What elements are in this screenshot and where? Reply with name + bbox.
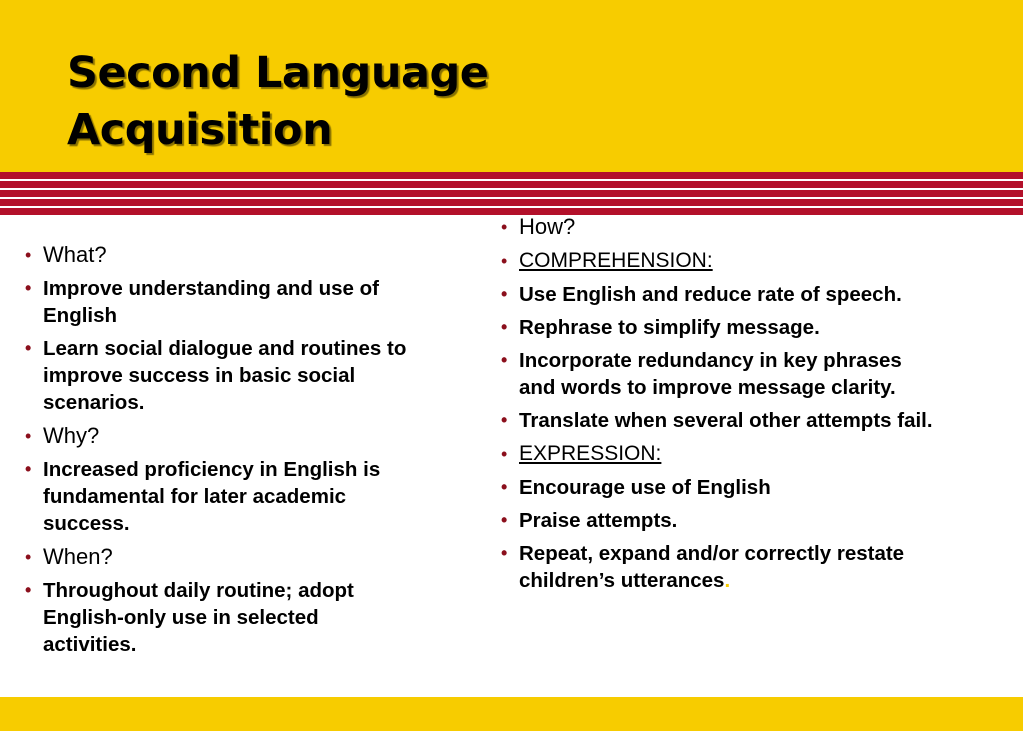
bullet-text: EXPRESSION: (519, 442, 662, 465)
bullet-icon: • (501, 350, 508, 370)
bullet-icon: • (25, 426, 32, 446)
bullet-text: Incorporate redundancy in key phrases and words to improve message clarity. (519, 349, 902, 399)
bullet-item (20, 456, 410, 537)
footer-band (0, 697, 1023, 731)
bullet-text: How? (519, 214, 576, 239)
question-item (20, 241, 410, 269)
bullet-text: Rephrase to simplify message. (519, 316, 820, 339)
decorative-stripes (0, 172, 1023, 217)
section-heading-item (496, 247, 936, 275)
question-item (20, 543, 410, 571)
bullet-icon: • (25, 547, 32, 567)
bullet-text: What? (43, 242, 107, 267)
left-bullet-list (20, 241, 410, 664)
bullet-item (496, 474, 936, 501)
bullet-item (20, 577, 410, 658)
bullet-text: Repeat, expand and/or correctly restate children’s utterances (519, 542, 905, 592)
bullet-text: Use English and reduce rate of speech. (519, 283, 902, 306)
section-heading-item (496, 440, 936, 468)
trailing-punctuation: . (724, 569, 731, 592)
bullet-item (496, 314, 936, 341)
bullet-text: Throughout daily routine; adopt English-only use in selected activities. (43, 579, 354, 656)
bullet-text: Learn social dialogue and routines to improve success in basic social scenarios. (43, 337, 407, 414)
bullet-icon: • (501, 217, 508, 237)
bullet-text: Increased proficiency in English is fundamental for later academic success. (43, 458, 381, 535)
bullet-icon: • (25, 580, 32, 600)
bullet-text: Praise attempts. (519, 509, 678, 532)
bullet-icon: • (25, 459, 32, 479)
question-item (496, 213, 936, 241)
bullet-text: COMPREHENSION: (519, 249, 713, 272)
bullet-item (496, 540, 936, 594)
bullet-item (496, 347, 936, 401)
right-bullet-list (496, 213, 936, 600)
bullet-icon: • (501, 251, 508, 271)
bullet-text: Improve understanding and use of English (43, 277, 380, 327)
bullet-item (496, 507, 936, 534)
bullet-icon: • (501, 477, 508, 497)
title-line-1: Second Language (67, 48, 489, 98)
bullet-icon: • (501, 284, 508, 304)
title-line-2: Acquisition (67, 105, 333, 155)
bullet-text: Why? (43, 423, 100, 448)
bullet-item (496, 407, 936, 434)
bullet-icon: • (501, 444, 508, 464)
slide-title (67, 45, 767, 159)
bullet-icon: • (25, 338, 32, 358)
bullet-icon: • (501, 510, 508, 530)
bullet-icon: • (501, 410, 508, 430)
bullet-text: Translate when several other attempts fail. (519, 409, 933, 432)
question-item (20, 422, 410, 450)
bullet-icon: • (25, 245, 32, 265)
bullet-item (496, 281, 936, 308)
bullet-item (20, 275, 410, 329)
bullet-icon: • (25, 278, 32, 298)
bullet-item (20, 335, 410, 416)
bullet-icon: • (501, 317, 508, 337)
bullet-icon: • (501, 543, 508, 563)
bullet-text: When? (43, 544, 113, 569)
bullet-text: Encourage use of English (519, 476, 771, 499)
